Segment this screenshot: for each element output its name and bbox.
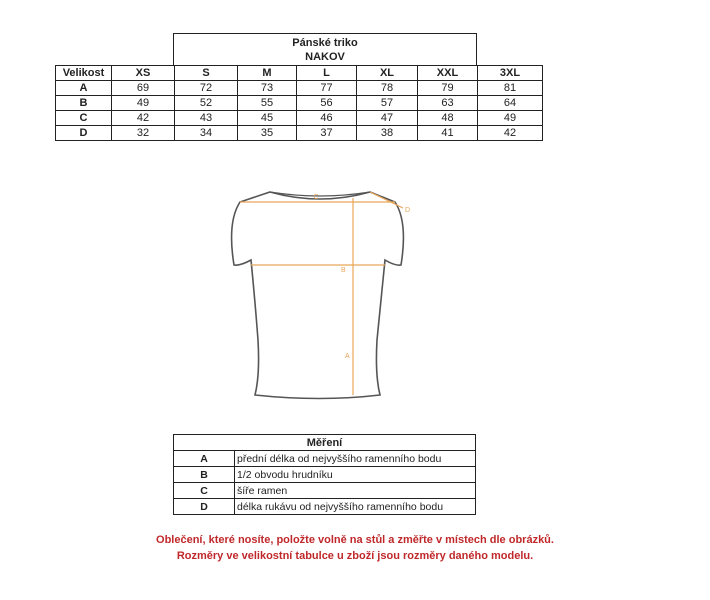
table-cell: 49 bbox=[112, 96, 175, 111]
instruction-note: Oblečení, které nosíte, položte volně na stůl a změřte v místech dle obrázků. bbox=[156, 534, 554, 546]
size-table bbox=[55, 65, 543, 141]
measure-desc: přední délka od nejvyššího ramenního bodu bbox=[235, 451, 476, 467]
measure-letter: C bbox=[174, 483, 235, 499]
table-cell: 42 bbox=[112, 111, 175, 126]
header-xl: XL bbox=[357, 66, 418, 81]
table-row bbox=[56, 96, 543, 111]
label-c: C bbox=[313, 194, 319, 201]
header-s: S bbox=[175, 66, 238, 81]
table-cell: 79 bbox=[418, 81, 478, 96]
model-note: Rozměry ve velikostní tabulce u zboží jsou rozměry daného modelu. bbox=[176, 550, 534, 562]
table-cell: 46 bbox=[297, 111, 357, 126]
header-xs: XS bbox=[112, 66, 175, 81]
measure-desc: šíře ramen bbox=[235, 483, 476, 499]
table-row bbox=[174, 483, 476, 499]
table-cell: 57 bbox=[357, 96, 418, 111]
table-cell: 78 bbox=[357, 81, 418, 96]
table-cell: 43 bbox=[175, 111, 238, 126]
header-xxl: XXL bbox=[418, 66, 478, 81]
table-cell: 73 bbox=[238, 81, 297, 96]
row-label: B bbox=[56, 96, 112, 111]
table-row bbox=[56, 126, 543, 141]
measure-desc: 1/2 obvodu hrudníku bbox=[235, 467, 476, 483]
table-row bbox=[174, 499, 476, 515]
row-label: C bbox=[56, 111, 112, 126]
table-row bbox=[56, 111, 543, 126]
measure-letter: A bbox=[174, 451, 235, 467]
table-row bbox=[56, 81, 543, 96]
product-title-box bbox=[173, 33, 477, 65]
measure-letter: D bbox=[174, 499, 235, 515]
label-d: D bbox=[405, 207, 411, 214]
table-row bbox=[174, 467, 476, 483]
table-cell: 77 bbox=[297, 81, 357, 96]
table-cell: 34 bbox=[175, 126, 238, 141]
table-cell: 45 bbox=[238, 111, 297, 126]
measurement-title: Měření bbox=[174, 435, 476, 451]
table-cell: 81 bbox=[478, 81, 543, 96]
label-a: A bbox=[345, 353, 350, 360]
table-cell: 38 bbox=[357, 126, 418, 141]
table-cell: 72 bbox=[175, 81, 238, 96]
table-cell: 41 bbox=[418, 126, 478, 141]
product-title: Pánské triko bbox=[292, 37, 358, 49]
table-cell: 52 bbox=[175, 96, 238, 111]
product-model: NAKOV bbox=[305, 51, 345, 63]
table-cell: 49 bbox=[478, 111, 543, 126]
table-cell: 56 bbox=[297, 96, 357, 111]
table-cell: 63 bbox=[418, 96, 478, 111]
table-cell: 64 bbox=[478, 96, 543, 111]
table-cell: 48 bbox=[418, 111, 478, 126]
header-3xl: 3XL bbox=[478, 66, 543, 81]
label-b: B bbox=[341, 267, 346, 274]
table-cell: 35 bbox=[238, 126, 297, 141]
table-cell: 32 bbox=[112, 126, 175, 141]
tshirt-outline bbox=[232, 192, 404, 399]
tshirt-diagram bbox=[215, 180, 415, 405]
table-cell: 69 bbox=[112, 81, 175, 96]
table-row bbox=[174, 451, 476, 467]
table-cell: 47 bbox=[357, 111, 418, 126]
measure-line-d bbox=[370, 192, 403, 208]
row-label: D bbox=[56, 126, 112, 141]
table-cell: 37 bbox=[297, 126, 357, 141]
size-table-header bbox=[56, 66, 543, 81]
row-label: A bbox=[56, 81, 112, 96]
measurement-table bbox=[173, 434, 476, 515]
measure-desc: délka rukávu od nejvyššího ramenního bodu bbox=[235, 499, 476, 515]
header-m: M bbox=[238, 66, 297, 81]
table-cell: 55 bbox=[238, 96, 297, 111]
table-cell: 42 bbox=[478, 126, 543, 141]
header-l: L bbox=[297, 66, 357, 81]
measure-letter: B bbox=[174, 467, 235, 483]
header-size: Velikost bbox=[56, 66, 112, 81]
